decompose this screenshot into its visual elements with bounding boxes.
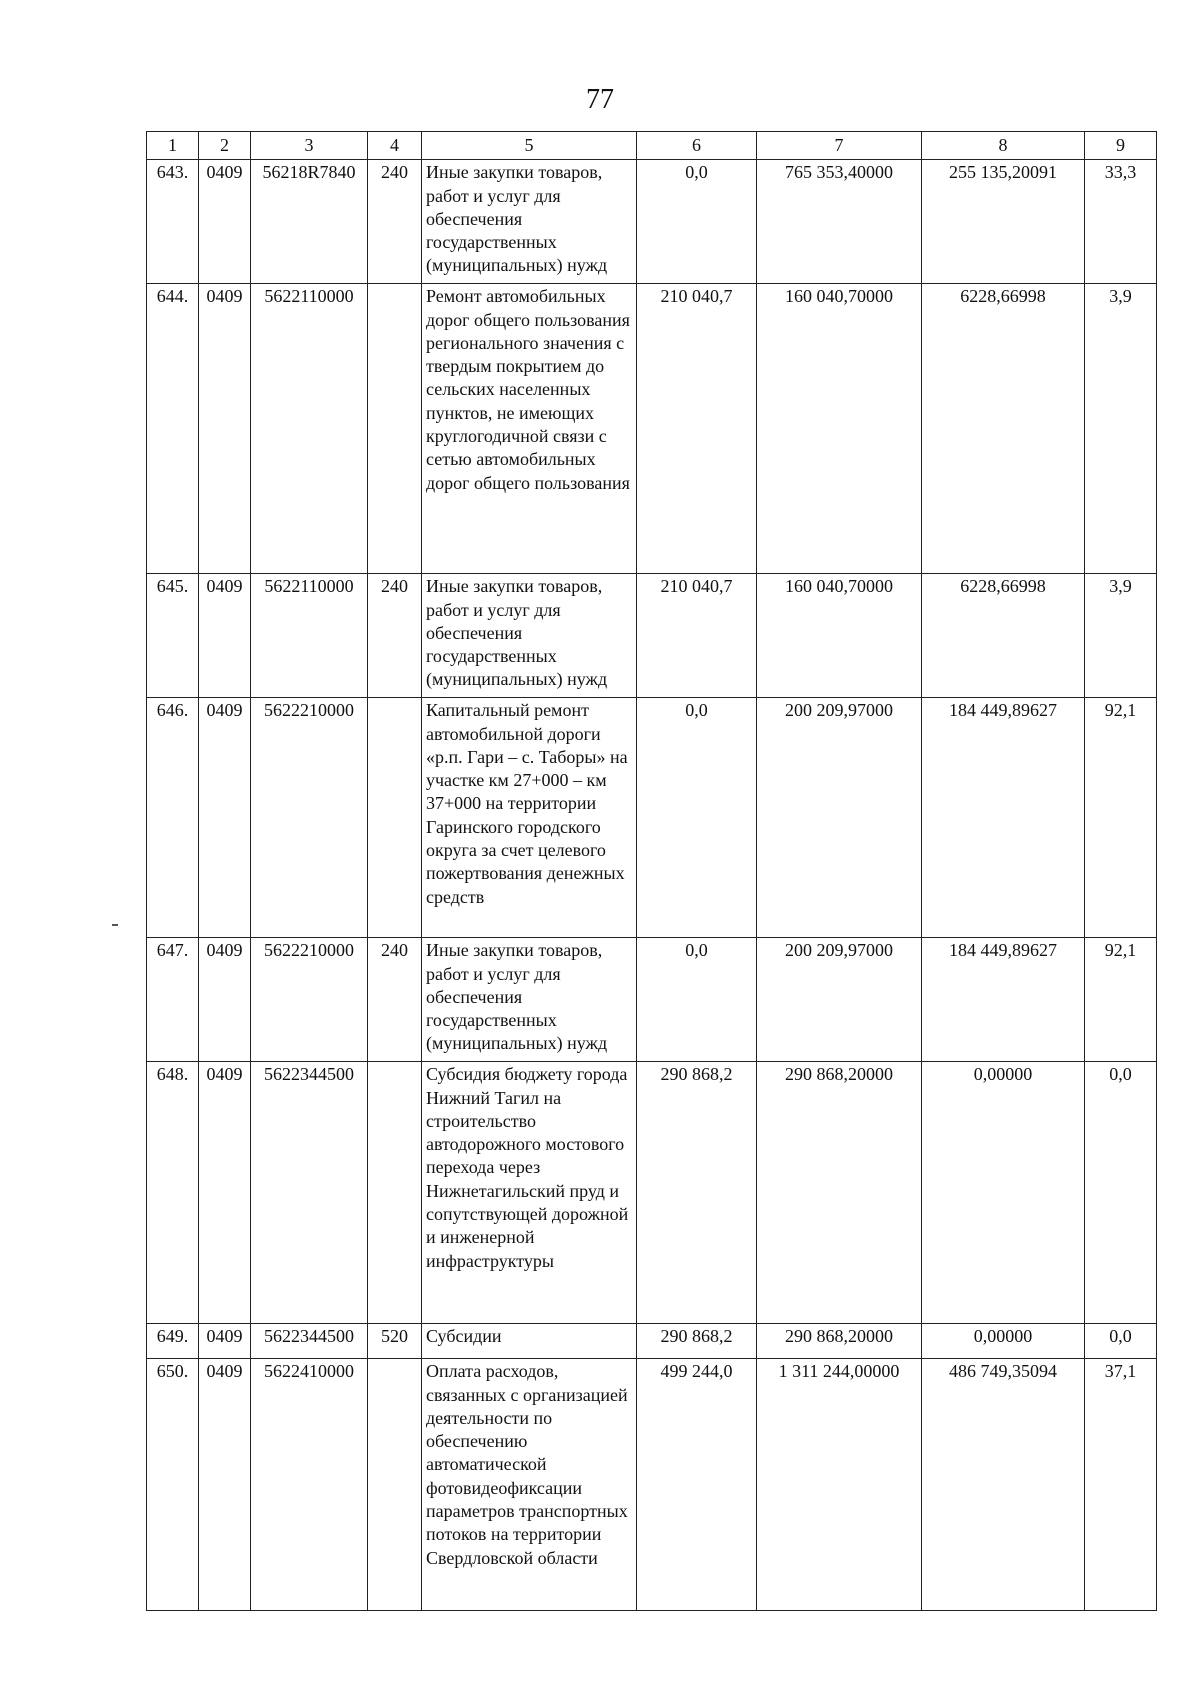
value-col9: 33,3 <box>1085 160 1157 284</box>
expense-type: 240 <box>368 160 422 284</box>
target-code: 5622410000 <box>251 1359 368 1611</box>
value-col9: 0,0 <box>1085 1062 1157 1324</box>
section-code: 0409 <box>199 698 251 938</box>
item-name: Иные закупки товаров, работ и услуг для обеспечения государственных (муниципальных) нужд <box>422 938 637 1062</box>
header-cell: 6 <box>637 132 757 160</box>
table-row <box>147 284 1157 574</box>
header-cell: 2 <box>199 132 251 160</box>
value-col6: 210 040,7 <box>637 574 757 698</box>
value-col7: 290 868,20000 <box>757 1324 922 1359</box>
header-row <box>147 132 1157 160</box>
value-col6: 0,0 <box>637 698 757 938</box>
table-row <box>147 1359 1157 1611</box>
expense-type <box>368 284 422 574</box>
value-col8: 6228,66998 <box>922 284 1085 574</box>
row-number: 644. <box>147 284 199 574</box>
row-number: 645. <box>147 574 199 698</box>
value-col8: 6228,66998 <box>922 574 1085 698</box>
value-col6: 290 868,2 <box>637 1062 757 1324</box>
item-name: Оплата расходов, связанных с организацией деятельности по обеспечению автоматической фотовидеофиксации параметров транспортных потоков на территории Свердловской области <box>422 1359 637 1611</box>
item-name: Субсидии <box>422 1324 637 1359</box>
value-col8: 0,00000 <box>922 1324 1085 1359</box>
table-row <box>147 1062 1157 1324</box>
item-name: Ремонт автомобильных дорог общего пользования регионального значения с твердым покрытием до сельских населенных пунктов, не имеющих круглогодичной связи с сетью автомобильных дорог общего пользования <box>422 284 637 574</box>
expense-type <box>368 1062 422 1324</box>
expense-type: 240 <box>368 574 422 698</box>
section-code: 0409 <box>199 1324 251 1359</box>
expense-type: 240 <box>368 938 422 1062</box>
value-col8: 184 449,89627 <box>922 938 1085 1062</box>
value-col8: 255 135,20091 <box>922 160 1085 284</box>
value-col9: 0,0 <box>1085 1324 1157 1359</box>
target-code: 5622210000 <box>251 938 368 1062</box>
row-number: 646. <box>147 698 199 938</box>
table-row <box>147 698 1157 938</box>
value-col7: 160 040,70000 <box>757 284 922 574</box>
target-code: 5622344500 <box>251 1062 368 1324</box>
row-number: 649. <box>147 1324 199 1359</box>
header-cell: 5 <box>422 132 637 160</box>
section-code: 0409 <box>199 574 251 698</box>
table-row <box>147 574 1157 698</box>
value-col6: 290 868,2 <box>637 1324 757 1359</box>
value-col9: 37,1 <box>1085 1359 1157 1611</box>
expense-type <box>368 1359 422 1611</box>
header-cell: 4 <box>368 132 422 160</box>
table-row <box>147 1324 1157 1359</box>
value-col8: 184 449,89627 <box>922 698 1085 938</box>
section-code: 0409 <box>199 1359 251 1611</box>
row-number: 647. <box>147 938 199 1062</box>
header-cell: 1 <box>147 132 199 160</box>
table-row <box>147 160 1157 284</box>
header-cell: 3 <box>251 132 368 160</box>
value-col6: 0,0 <box>637 938 757 1062</box>
value-col7: 1 311 244,00000 <box>757 1359 922 1611</box>
value-col7: 290 868,20000 <box>757 1062 922 1324</box>
value-col7: 200 209,97000 <box>757 698 922 938</box>
expense-type <box>368 698 422 938</box>
value-col7: 160 040,70000 <box>757 574 922 698</box>
row-number: 643. <box>147 160 199 284</box>
item-name: Иные закупки товаров, работ и услуг для обеспечения государственных (муниципальных) нужд <box>422 574 637 698</box>
header-cell: 9 <box>1085 132 1157 160</box>
page-number: 77 <box>586 84 614 115</box>
section-code: 0409 <box>199 938 251 1062</box>
value-col7: 200 209,97000 <box>757 938 922 1062</box>
value-col6: 499 244,0 <box>637 1359 757 1611</box>
section-code: 0409 <box>199 1062 251 1324</box>
value-col8: 0,00000 <box>922 1062 1085 1324</box>
item-name: Субсидия бюджету города Нижний Тагил на строительство автодорожного мостового перехода через Нижнетагильский пруд и сопутствующей дорожной и инженерной инфраструктуры <box>422 1062 637 1324</box>
value-col9: 92,1 <box>1085 698 1157 938</box>
value-col6: 0,0 <box>637 160 757 284</box>
value-col9: 92,1 <box>1085 938 1157 1062</box>
section-code: 0409 <box>199 284 251 574</box>
header-cell: 8 <box>922 132 1085 160</box>
target-code: 5622210000 <box>251 698 368 938</box>
header-cell: 7 <box>757 132 922 160</box>
expense-type: 520 <box>368 1324 422 1359</box>
row-number: 650. <box>147 1359 199 1611</box>
value-col8: 486 749,35094 <box>922 1359 1085 1611</box>
section-code: 0409 <box>199 160 251 284</box>
budget-table <box>146 131 1157 1611</box>
target-code: 5622110000 <box>251 574 368 698</box>
target-code: 5622344500 <box>251 1324 368 1359</box>
value-col9: 3,9 <box>1085 574 1157 698</box>
target-code: 56218R7840 <box>251 160 368 284</box>
value-col9: 3,9 <box>1085 284 1157 574</box>
item-name: Капитальный ремонт автомобильной дороги «р.п. Гари – с. Таборы» на участке км 27+000 – км 37+000 на территории Гаринского городского округа за счет целевого пожертвования денежных средств <box>422 698 637 938</box>
target-code: 5622110000 <box>251 284 368 574</box>
item-name: Иные закупки товаров, работ и услуг для обеспечения государственных (муниципальных) нужд <box>422 160 637 284</box>
value-col7: 765 353,40000 <box>757 160 922 284</box>
margin-mark <box>112 924 118 926</box>
row-number: 648. <box>147 1062 199 1324</box>
table-row <box>147 938 1157 1062</box>
value-col6: 210 040,7 <box>637 284 757 574</box>
